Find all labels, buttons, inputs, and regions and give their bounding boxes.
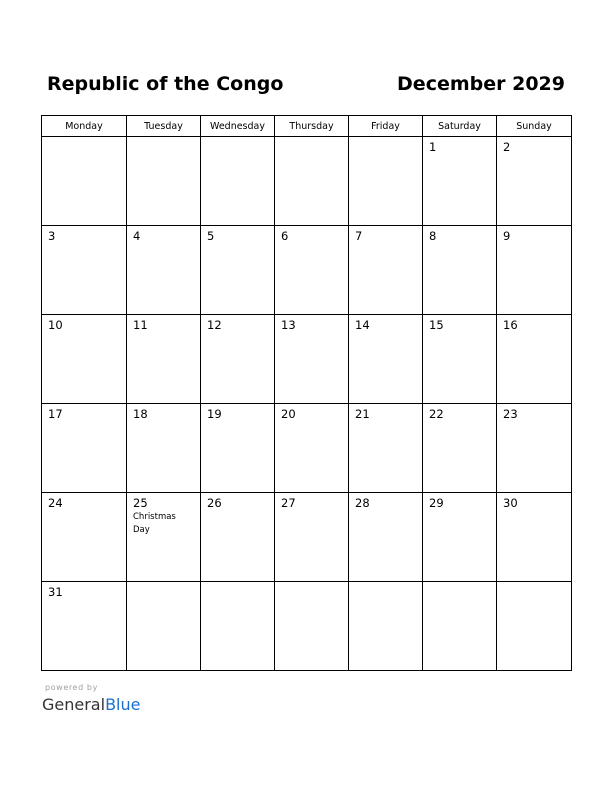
day-cell [127, 226, 201, 315]
day-cell [423, 582, 497, 671]
day-cell [497, 404, 572, 493]
day-number: 15 [429, 318, 444, 332]
day-number: 8 [429, 229, 437, 243]
weekday-header-row [42, 116, 572, 137]
brand-logo [42, 695, 140, 715]
day-cell [201, 582, 275, 671]
day-cell [423, 404, 497, 493]
day-cell [497, 226, 572, 315]
day-cell [42, 404, 127, 493]
day-number: 13 [281, 318, 296, 332]
day-cell [201, 226, 275, 315]
day-cell [42, 582, 127, 671]
weekday-header: Monday [42, 116, 127, 137]
weekday-header: Friday [349, 116, 423, 137]
day-number: 7 [355, 229, 363, 243]
day-cell [275, 226, 349, 315]
day-cell [349, 137, 423, 226]
day-number: 24 [48, 496, 63, 510]
week-row [42, 493, 572, 582]
day-number: 27 [281, 496, 296, 510]
day-cell [275, 493, 349, 582]
day-number: 20 [281, 407, 296, 421]
day-cell [349, 315, 423, 404]
day-number: 6 [281, 229, 289, 243]
day-cell [497, 137, 572, 226]
day-cell [349, 226, 423, 315]
day-cell [423, 226, 497, 315]
weekday-header: Thursday [275, 116, 349, 137]
day-cell [42, 226, 127, 315]
day-number: 5 [207, 229, 215, 243]
day-cell [201, 137, 275, 226]
day-number: 1 [429, 140, 437, 154]
day-number: 17 [48, 407, 63, 421]
holiday-label: Christmas Day [133, 512, 176, 535]
day-number: 28 [355, 496, 370, 510]
brand-name-part2: Blue [105, 695, 141, 714]
weekday-header: Sunday [497, 116, 572, 137]
day-number: 19 [207, 407, 222, 421]
day-number: 12 [207, 318, 222, 332]
weekday-header: Tuesday [127, 116, 201, 137]
day-number: 25 [133, 496, 148, 510]
day-cell [42, 137, 127, 226]
day-cell [127, 582, 201, 671]
calendar-header [46, 70, 566, 98]
day-cell [127, 404, 201, 493]
day-number: 26 [207, 496, 222, 510]
day-number: 9 [503, 229, 511, 243]
day-cell [423, 315, 497, 404]
footer-branding [42, 682, 140, 715]
country-title: Republic of the Congo [47, 73, 284, 95]
day-cell [349, 493, 423, 582]
day-number: 4 [133, 229, 141, 243]
week-row [42, 226, 572, 315]
brand-name-part1: General [42, 695, 106, 714]
day-cell [275, 315, 349, 404]
day-cell [275, 137, 349, 226]
day-cell [423, 137, 497, 226]
day-number: 31 [48, 585, 63, 599]
day-cell [275, 582, 349, 671]
day-cell [201, 315, 275, 404]
day-number: 10 [48, 318, 63, 332]
week-row [42, 137, 572, 226]
day-cell [201, 404, 275, 493]
month-title: December 2029 [397, 73, 565, 95]
powered-by-label: powered by [45, 683, 98, 692]
week-row [42, 404, 572, 493]
week-row [42, 315, 572, 404]
day-number: 23 [503, 407, 518, 421]
day-cell [127, 493, 201, 582]
week-row [42, 582, 572, 671]
day-cell [349, 404, 423, 493]
day-cell [349, 582, 423, 671]
day-number: 16 [503, 318, 518, 332]
day-cell [497, 582, 572, 671]
day-number: 21 [355, 407, 370, 421]
weekday-header: Wednesday [201, 116, 275, 137]
day-number: 2 [503, 140, 511, 154]
calendar-grid [41, 115, 572, 671]
day-cell [127, 137, 201, 226]
day-number: 11 [133, 318, 148, 332]
day-number: 29 [429, 496, 444, 510]
day-number: 3 [48, 229, 56, 243]
day-number: 30 [503, 496, 518, 510]
day-number: 14 [355, 318, 370, 332]
day-cell [42, 315, 127, 404]
day-cell [497, 315, 572, 404]
day-cell [423, 493, 497, 582]
day-number: 22 [429, 407, 444, 421]
day-cell [42, 493, 127, 582]
day-cell [497, 493, 572, 582]
day-number: 18 [133, 407, 148, 421]
day-cell [201, 493, 275, 582]
weekday-header: Saturday [423, 116, 497, 137]
day-cell [127, 315, 201, 404]
day-cell [275, 404, 349, 493]
